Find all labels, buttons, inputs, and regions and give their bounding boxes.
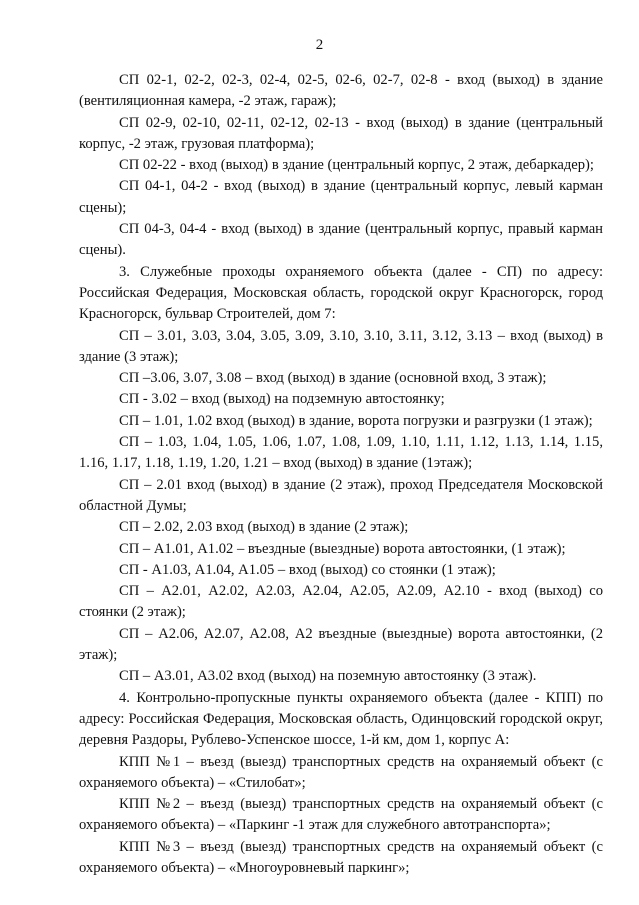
paragraph-sp-a1-03: СП - А1.03, А1.04, А1.05 – вход (выход) со стоянки (1 этаж); <box>119 561 496 578</box>
paragraph-sp-1-03: СП – 1.03, 1.04, 1.05, 1.06, 1.07, 1.08, 1.09, 1.10, 1.11, 1.12, 1.13, 1.14, 1.15, 1.16, 1.17, 1.18, 1.19, 1.20, 1.21 – вход (выход) в здание (1этаж); <box>79 434 603 472</box>
paragraph-sp-2-01: СП – 2.01 вход (выход) в здание (2 этаж), проход Председателя Московской областной Думы; <box>79 476 603 514</box>
paragraph-sp-3-01: СП – 3.01, 3.03, 3.04, 3.05, 3.09, 3.10, 3.10, 3.11, 3.12, 3.13 – вход (выход) в здание (3 этаж); <box>79 327 603 365</box>
paragraph-sp-a3-01: СП – А3.01, А3.02 вход (выход) на поземную автостоянку (3 этаж). <box>119 668 537 685</box>
paragraph-sp-02-22: СП 02-22 - вход (выход) в здание (центральный корпус, 2 этаж, дебаркадер); <box>119 157 594 174</box>
paragraph-sp-02-9: СП 02-9, 02-10, 02-11, 02-12, 02-13 - вход (выход) в здание (центральный корпус, -2 этаж, грузовая платформа); <box>79 114 603 152</box>
paragraph-kpp-2: КПП №2 – въезд (выезд) транспортных средств на охраняемый объект (с охраняемого объекта) – «Паркинг -1 этаж для служебного автотранспорта»; <box>79 796 603 834</box>
paragraph-sp-a1-01: СП – А1.01, А1.02 – въездные (выездные) ворота автостоянки, (1 этаж); <box>119 540 566 557</box>
paragraph-kpp-3: КПП №3 – въезд (выезд) транспортных средств на охраняемый объект (с охраняемого объекта) – «Многоуровневый паркинг»; <box>79 838 603 876</box>
page-number: 2 <box>315 37 324 53</box>
document-body <box>79 70 603 879</box>
paragraph-sp-3-06: СП –3.06, 3.07, 3.08 – вход (выход) в здание (основной вход, 3 этаж); <box>119 370 547 387</box>
paragraph-sp-2-02: СП – 2.02, 2.03 вход (выход) в здание (2 этаж); <box>119 519 409 536</box>
paragraph-section-3: 3. Служебные проходы охраняемого объекта (далее - СП) по адресу: Российская Федерация, Московская область, городской округ Красногорск, город Красногорск, бульвар Строителей, дом 7: <box>79 263 603 323</box>
paragraph-sp-04-3: СП 04-3, 04-4 - вход (выход) в здание (центральный корпус, правый карман сцены). <box>79 221 603 259</box>
paragraph-section-4: 4. Контрольно-пропускные пункты охраняемого объекта (далее - КПП) по адресу: Российская Федерация, Московская область, Одинцовский городской округ, деревня Раздоры, Рублево-Успенское шоссе, 1-й км, дом 1, корпус А: <box>79 689 603 749</box>
paragraph-sp-02-1: СП 02-1, 02-2, 02-3, 02-4, 02-5, 02-6, 02-7, 02-8 - вход (выход) в здание (вентиляционная камера, -2 этаж, гараж); <box>79 72 603 110</box>
paragraph-sp-1-01: СП – 1.01, 1.02 вход (выход) в здание, ворота погрузки и разгрузки (1 этаж); <box>119 412 593 429</box>
paragraph-kpp-1: КПП №1 – въезд (выезд) транспортных средств на охраняемый объект (с охраняемого объекта) – «Стилобат»; <box>79 753 603 791</box>
paragraph-sp-a2-06: СП – А2.06, А2.07, А2.08, А2 въездные (выездные) ворота автостоянки, (2 этаж); <box>79 625 603 664</box>
paragraph-sp-04-1: СП 04-1, 04-2 - вход (выход) в здание (центральный корпус, левый карман сцены); <box>79 178 603 216</box>
paragraph-sp-3-02: СП - 3.02 – вход (выход) на подземную автостоянку; <box>119 391 445 408</box>
paragraph-sp-a2-01: СП – А2.01, А2.02, А2.03, А2.04, А2.05, А2.09, А2.10 - вход (выход) со стоянки (2 этаж); <box>79 583 603 621</box>
